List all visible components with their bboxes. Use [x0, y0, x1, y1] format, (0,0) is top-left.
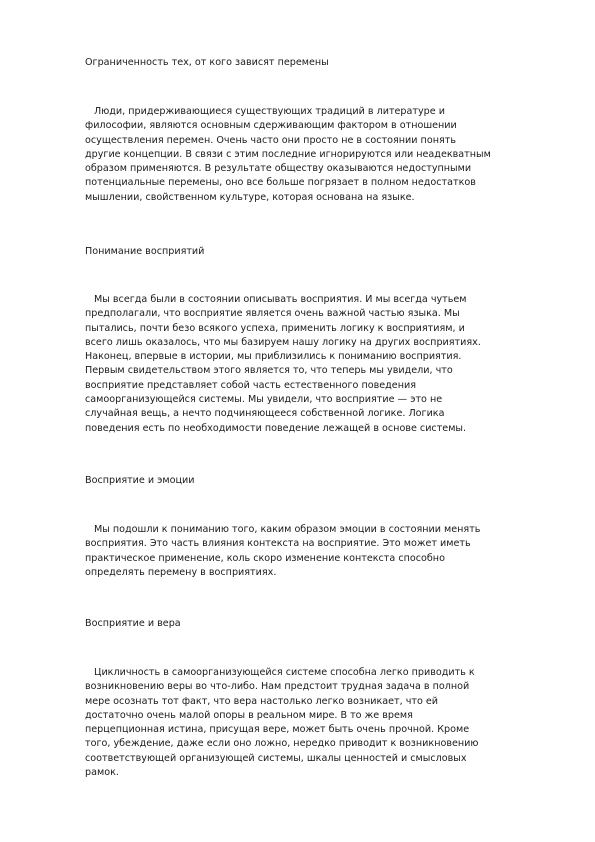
section-paragraph [85, 105, 525, 205]
paragraph-line: всего лишь оказалось, что мы базируем нашу логику на других восприятиях. [85, 336, 481, 348]
paragraph-line: Наконец, впервые в истории, мы приблизились к пониманию восприятия. [85, 351, 462, 363]
section-heading: Ограниченность тех, от кого зависят перемены [85, 57, 329, 68]
paragraph-line: того, убеждение, даже если оно ложно, нередко приводит к возникновению [85, 738, 479, 750]
section-paragraph [85, 523, 525, 580]
paragraph-line: образом применяются. В результате обществу оказываются недоступными [85, 163, 472, 175]
paragraph-line: возникновению веры во что-либо. Нам предстоит трудная задача в полной [85, 681, 470, 693]
paragraph-line: определять перемену в восприятиях. [85, 566, 277, 578]
section-heading: Восприятие и вера [85, 618, 181, 629]
paragraph-line: мышлении, свойственном культуре, которая основана на языке. [85, 191, 415, 203]
paragraph-line: достаточно очень малой опоры в реальном мире. В то же время [85, 709, 413, 721]
paragraph-line: самоорганизующейся системы. Мы увидели, что восприятие — это не [85, 394, 443, 406]
paragraph-line: потенциальные перемены, оно все больше погрязает в полном недостатков [85, 177, 476, 189]
paragraph-line: практическое применение, коль скоро изменение контекста способно [85, 552, 445, 564]
paragraph-line: Первым свидетельством этого является то, что теперь мы увидели, что [85, 365, 453, 377]
paragraph-line: перцепционная истина, присущая вере, может быть очень прочной. Кроме [85, 724, 470, 736]
paragraph-line: пытались, почти безо всякого успеха, применить логику к восприятиям, и [85, 322, 465, 334]
paragraph-line: Люди, придерживающиеся существующих традиций в литературе и [94, 106, 445, 117]
paragraph-line: мере осознать тот факт, что вера настолько легко возникает, что ей [85, 695, 439, 707]
section-paragraph [85, 666, 525, 780]
paragraph-line: поведения есть по необходимости поведение лежащей в основе системы. [85, 422, 467, 434]
paragraph-line: другие концепции. В связи с этим последние игнорируются или неадекватным [85, 148, 491, 160]
paragraph-line: философии, являются основным сдерживающим фактором в отношении [85, 120, 457, 132]
paragraph-line: осуществления перемен. Очень часто они просто не в состоянии понять [85, 134, 456, 146]
paragraph-line: рамок. [85, 767, 119, 779]
paragraph-line: восприятия. Это часть влияния контекста на восприятие. Это может иметь [85, 538, 471, 550]
paragraph-line: восприятие представляет собой часть естественного поведения [85, 379, 416, 391]
paragraph-line: случайная вещь, а нечто подчиняющееся собственной логике. Логика [85, 408, 445, 420]
paragraph-line: Мы подошли к пониманию того, каким образом эмоции в состоянии менять [94, 524, 481, 535]
paragraph-line: Мы всегда были в состоянии описывать восприятия. И мы всегда чутьем [94, 294, 467, 305]
section-paragraph [85, 293, 525, 436]
paragraph-line: Цикличность в самоорганизующейся системе способна легко приводить к [94, 667, 475, 678]
paragraph-line: соответствующей организующей системы, шкалы ценностей и смысловых [85, 752, 467, 764]
paragraph-line: предполагали, что восприятие является очень важной частью языка. Мы [85, 308, 460, 320]
section-heading: Восприятие и эмоции [85, 475, 195, 486]
section-heading: Понимание восприятий [85, 246, 205, 257]
